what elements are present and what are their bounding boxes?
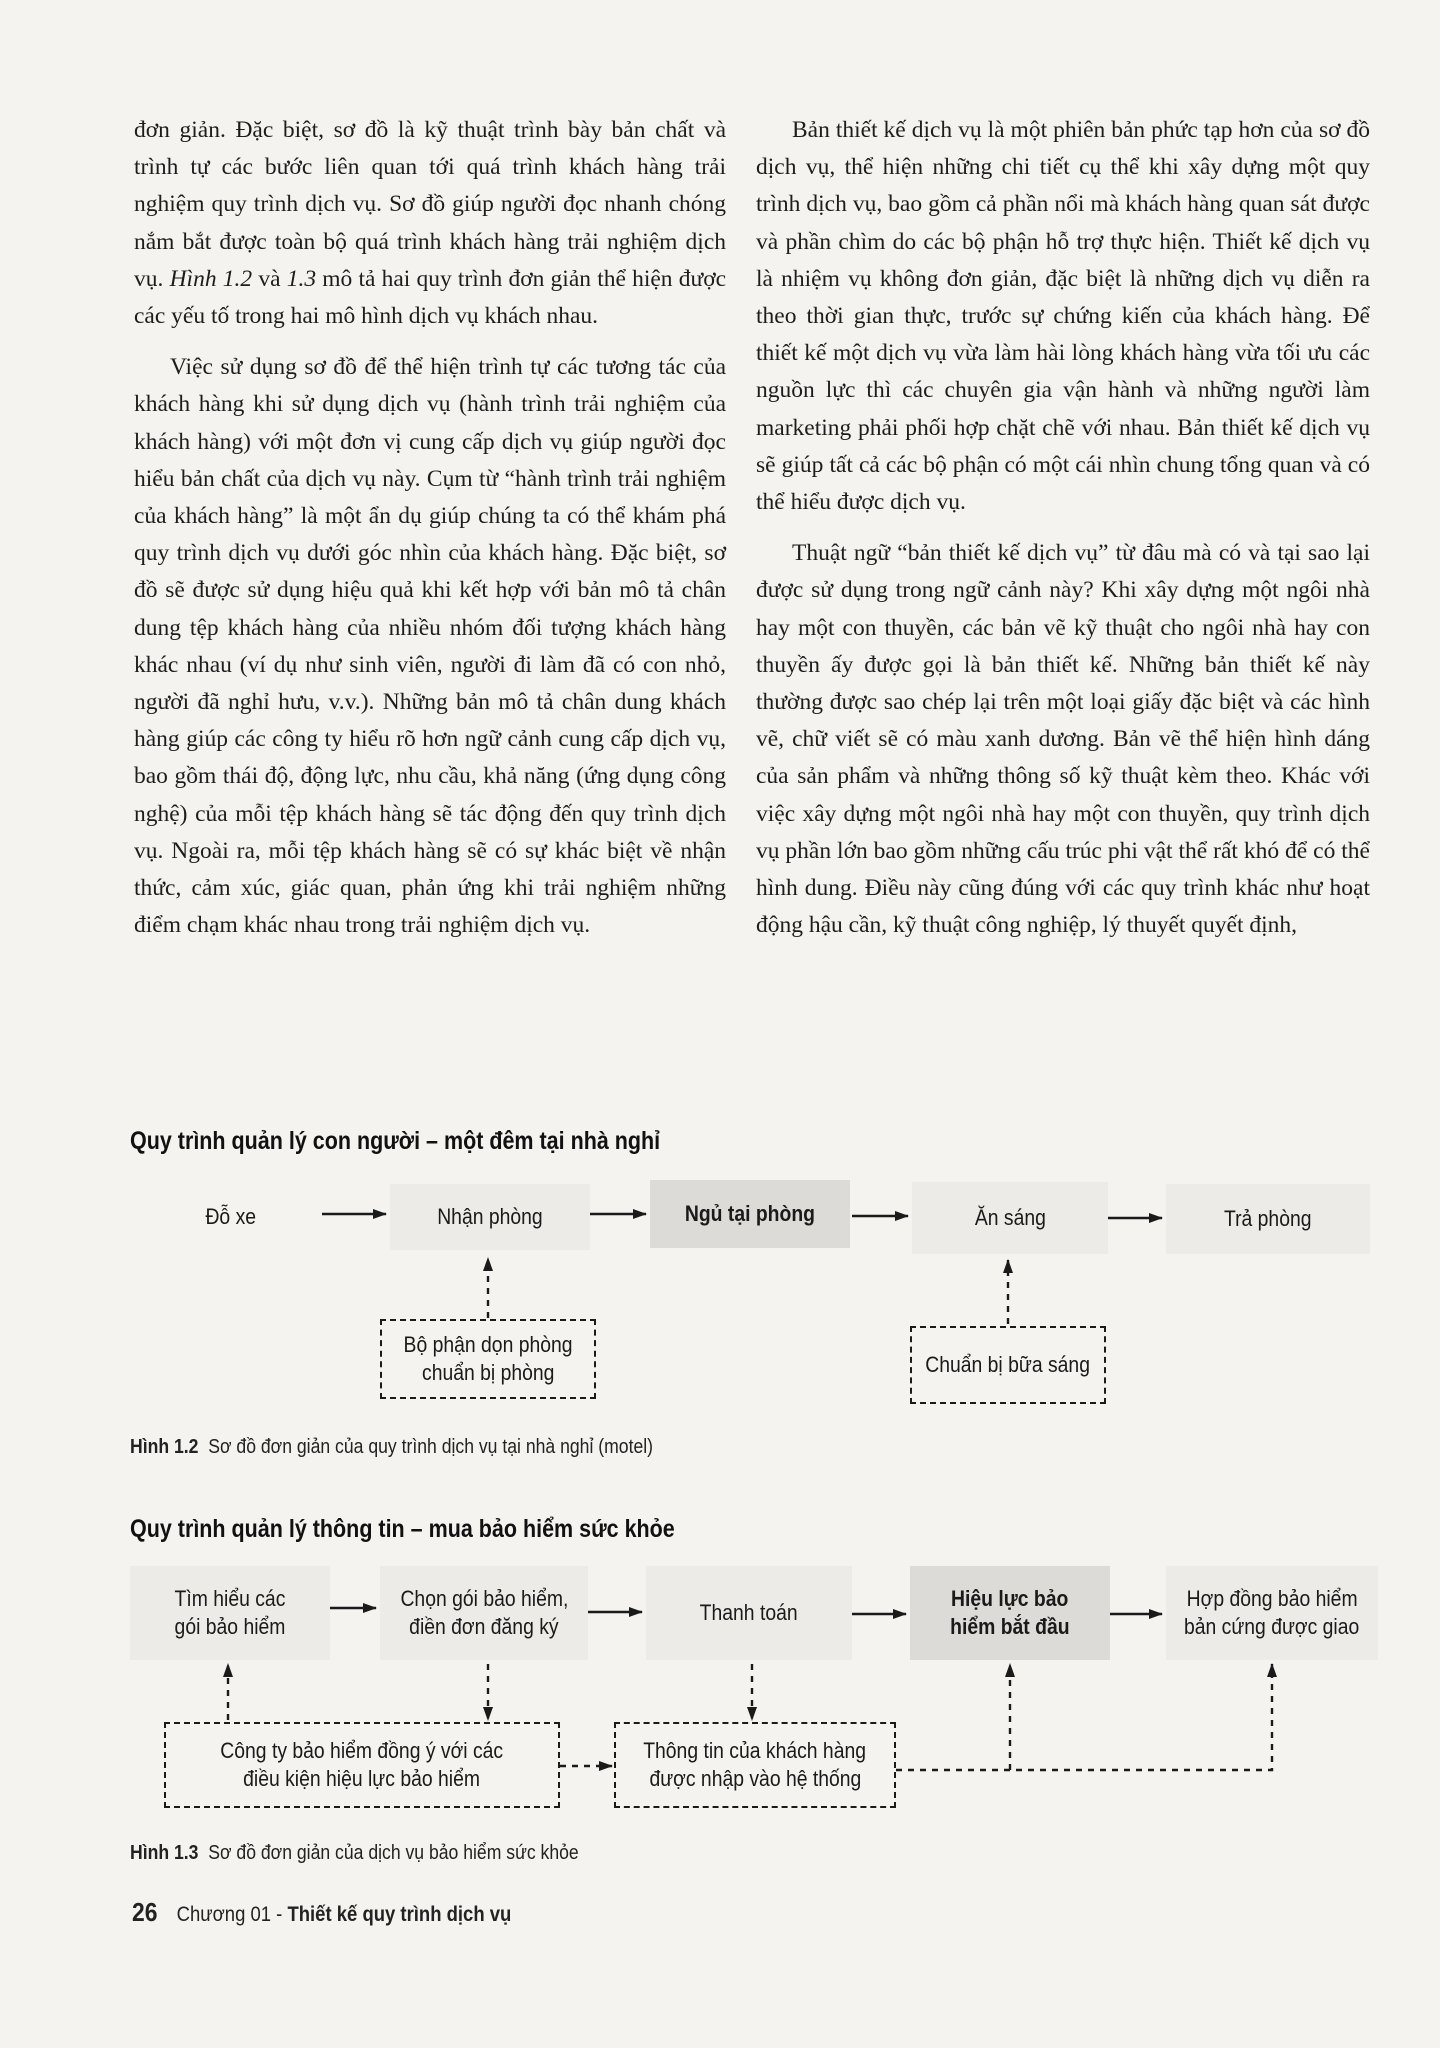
fig2-step-breakfast: Ăn sáng: [912, 1182, 1108, 1254]
fig3-step-coverage-start: Hiệu lực bảo hiểm bắt đầu: [910, 1566, 1110, 1660]
fig2-step-checkin: Nhận phòng: [390, 1184, 590, 1250]
page-number: 26: [132, 1897, 158, 1927]
right-text-column: [756, 112, 1370, 958]
fig2-step-parking: Đỗ xe: [205, 1204, 257, 1229]
fig3-support-data-entry: Thông tin của khách hàng được nhập vào hệ thống: [614, 1722, 896, 1808]
figure-1-3-title: Quy trình quản lý thông tin – mua bảo hiểm sức khỏe: [130, 1515, 675, 1543]
fig2-step-checkout: Trả phòng: [1166, 1184, 1370, 1254]
fig3-step-choose-plan: Chọn gói bảo hiểm, điền đơn đăng ký: [380, 1566, 588, 1660]
left-paragraph-1: đơn giản. Đặc biệt, sơ đồ là kỹ thuật trình bày bản chất và trình tự các bước liên quan tới quá trình khách hàng trải nghiệm quy trình dịch vụ. Sơ đồ giúp người đọc nhanh chóng nắm bắt được toàn bộ quá trình khách hàng trải nghiệm dịch vụ. Hình 1.2 và 1.3 mô tả hai quy trình đơn giản thể hiện được các yếu tố trong hai mô hình dịch vụ khách nhau.: [134, 117, 727, 330]
fig3-step-contract-delivered: Hợp đồng bảo hiểm bản cứng được giao: [1166, 1566, 1378, 1660]
figure-1-3-caption: Hình 1.3 Sơ đồ đơn giản của dịch vụ bảo hiểm sức khỏe: [130, 1842, 579, 1864]
right-paragraph-2: Thuật ngữ “bản thiết kế dịch vụ” từ đâu mà có và tại sao lại được sử dụng trong ngữ cảnh này? Khi xây dựng một ngôi nhà hay một con thuyền, các bản vẽ kỹ thuật cho ngôi nhà hay con thuyền ấy được gọi là bản thiết kế. Những bản thiết kế này thường được sao chép lại trên một loại giấy đặc biệt và các hình vẽ, chữ viết sẽ có màu xanh dương. Bản vẽ thể hiện hình dáng của sản phẩm và những thông số kỹ thuật kèm theo. Khác với việc xây dựng một ngôi nhà hay một con thuyền, quy trình dịch vụ phần lớn bao gồm những cấu trúc phi vật thể rất khó để có thể hình dung. Điều này cũng đúng với các quy trình khác như hoạt động hậu cần, kỹ thuật công nghiệp, lý thuyết quyết định,: [756, 540, 1370, 939]
right-paragraph-1: Bản thiết kế dịch vụ là một phiên bản phức tạp hơn của sơ đồ dịch vụ, thể hiện những chi tiết cụ thể khi xây dựng một quy trình dịch vụ, bao gồm cả phần nổi mà khách hàng quan sát được và phần chìm do các bộ phận hỗ trợ thực hiện. Thiết kế dịch vụ là nhiệm vụ không đơn giản, đặc biệt là những dịch vụ diễn ra theo thời gian thực, trước sự chứng kiến của khách hàng. Để thiết kế một dịch vụ vừa làm hài lòng khách hàng vừa tối ưu các nguồn lực thì các chuyên gia vận hành và những người làm marketing phải phối hợp chặt chẽ với nhau. Bản thiết kế dịch vụ sẽ giúp tất cả các bộ phận có một cái nhìn chung tổng quan và có thể hiểu được dịch vụ.: [756, 117, 1370, 516]
figure-1-2-caption: Hình 1.2 Sơ đồ đơn giản của quy trình dịch vụ tại nhà nghỉ (motel): [130, 1436, 654, 1458]
fig2-support-housekeeping: Bộ phận dọn phòng chuẩn bị phòng: [380, 1319, 596, 1399]
chapter-title: Thiết kế quy trình dịch vụ: [287, 1903, 512, 1926]
fig3-dashed-to-contract: [896, 1664, 1272, 1770]
fig2-step-sleep: Ngủ tại phòng: [650, 1180, 850, 1248]
left-text-column: [134, 112, 726, 958]
page-footer: [132, 1897, 511, 1928]
left-paragraph-2: Việc sử dụng sơ đồ để thể hiện trình tự các tương tác của khách hàng khi sử dụng dịch vụ (hành trình trải nghiệm của khách hàng) với một đơn vị cung cấp dịch vụ giúp người đọc hiểu bản chất của dịch vụ này. Cụm từ “hành trình trải nghiệm của khách hàng” là một ẩn dụ giúp chúng ta có thể khám phá quy trình dịch vụ dưới góc nhìn của khách hàng. Đặc biệt, sơ đồ sẽ được sử dụng hiệu quả khi kết hợp với bản mô tả chân dung tệp khách hàng của nhiều nhóm đối tượng khách hàng khác nhau (ví dụ như sinh viên, người đi làm đã có con nhỏ, người đã nghỉ hưu, v.v.). Những bản mô tả chân dung khách hàng giúp các công ty hiểu rõ hơn ngữ cảnh cung cấp dịch vụ, bao gồm thái độ, động lực, nhu cầu, khả năng (ứng dụng công nghệ) của mỗi tệp khách hàng sẽ tác động đến quy trình dịch vụ. Ngoài ra, mỗi tệp khách hàng sẽ có sự khác biệt về nhận thức, cảm xúc, giác quan, phản ứng khi trải nghiệm những điểm chạm khác nhau trong trải nghiệm dịch vụ.: [134, 354, 726, 939]
fig2-support-breakfast-prep: Chuẩn bị bữa sáng: [910, 1326, 1106, 1404]
fig3-step-research: Tìm hiểu các gói bảo hiểm: [130, 1566, 330, 1660]
figure-1-2-title: Quy trình quản lý con người – một đêm tại nhà nghỉ: [130, 1127, 661, 1155]
fig3-step-payment: Thanh toán: [646, 1566, 852, 1660]
chapter-label: Chương 01 -: [176, 1903, 283, 1926]
fig3-support-insurer-approval: Công ty bảo hiểm đồng ý với các điều kiện hiệu lực bảo hiểm: [164, 1722, 560, 1808]
